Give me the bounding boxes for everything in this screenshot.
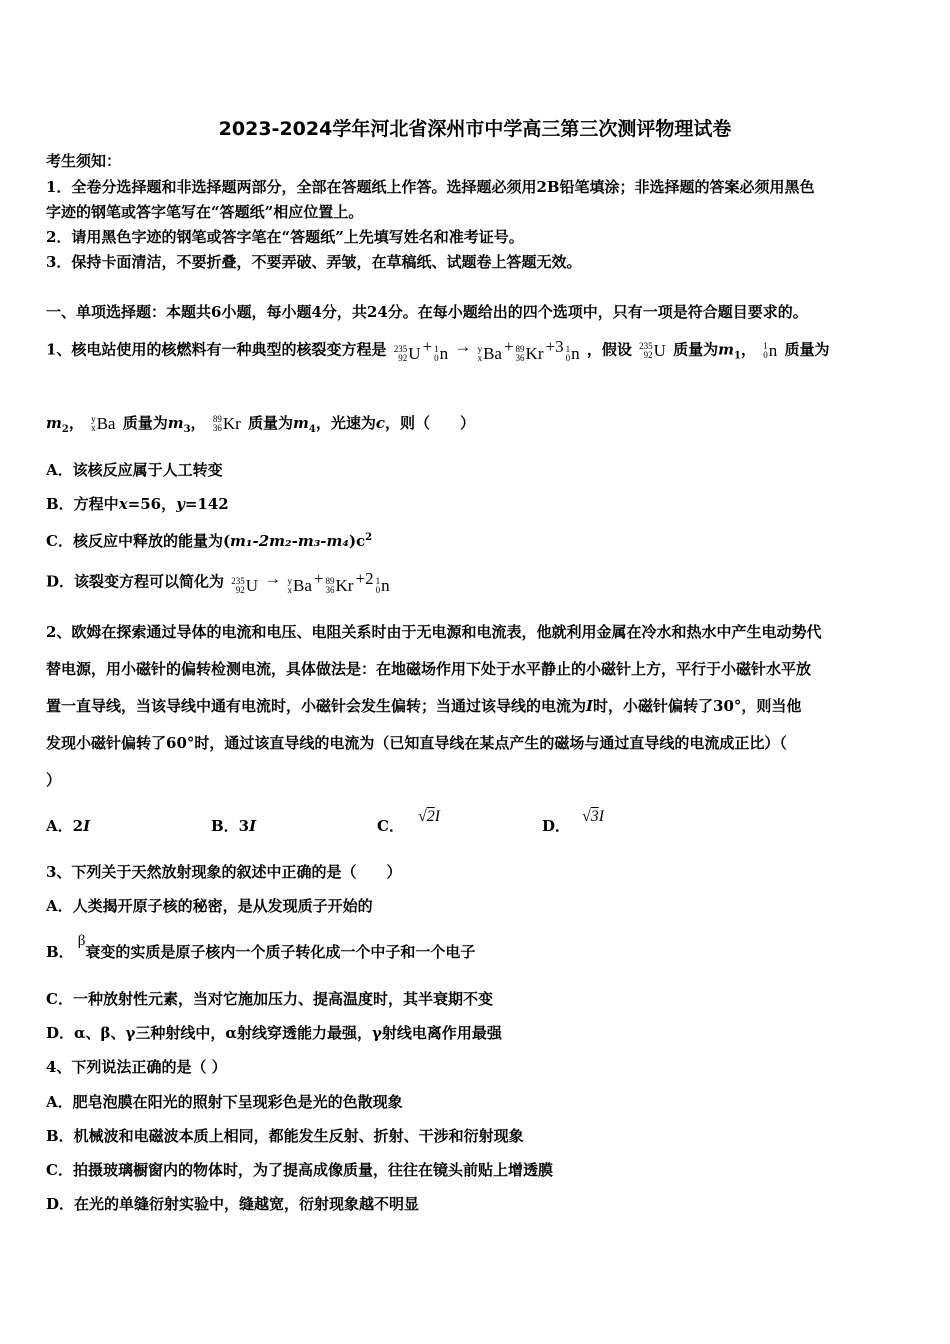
notice-item-1a: 1．全卷分选择题和非选择题两部分，全部在答题纸上作答。选择题必须用2B铅笔填涂；非选择题的答案必须用黑色 xyxy=(46,178,815,196)
q2-stem-line1: 2、欧姆在探索通过导体的电流和电压、电阻关系时由于无电源和电流表，他就利用金属在冷水和热水中产生电动势代 xyxy=(46,623,822,641)
q2-option-d[interactable]: D．√3I xyxy=(542,808,605,835)
q2-stem-line4: 发现小磁针偏转了60°时，通过该直导线的电流为（已知直导线在某点产生的磁场与通过直导线的电流成正比）（ xyxy=(46,734,787,752)
q3-option-c[interactable]: C．一种放射性元素，当对它施加压力、提高温度时，其半衰期不变 xyxy=(46,990,493,1008)
nuclide-kr: 89 36 Kr xyxy=(212,414,241,433)
nuclide-neutron: 1 0 n xyxy=(434,344,449,363)
q1-stem-line2: $m_2$， y x Ba 质量为$m_3$， 89 36 Kr 质量为$m_4$，光速为c，则（ ） xyxy=(46,406,475,447)
q1-option-c[interactable]: C．核反应中释放的能量为$(m_1-2m_2-m_3-m_4)c^2$ xyxy=(46,532,373,550)
q1-option-a[interactable]: A．该核反应属于人工转变 xyxy=(46,461,223,479)
q2-option-a[interactable]: A．2I xyxy=(46,817,91,835)
nuclide-neutron: 1 0 n xyxy=(565,344,580,363)
q4-option-d[interactable]: D．在光的单缝衍射实验中，缝越宽，衍射现象越不明显 xyxy=(46,1195,420,1213)
nuclide-ba: y x Ba xyxy=(477,344,502,363)
q1-option-d[interactable]: D．该裂变方程可以简化为 235 92 U → y x Ba + 89 36 Kr +2 1 0 n xyxy=(46,562,392,603)
q4-option-c[interactable]: C．拍摄玻璃橱窗内的物体时，为了提高成像质量，往往在镜头前贴上增透膜 xyxy=(46,1161,553,1179)
page-title: 2023-2024学年河北省深州市中学高三第三次测评物理试卷 xyxy=(218,118,732,140)
q4-option-b[interactable]: B．机械波和电磁波本质上相同，都能发生反射、折射、干涉和衍射现象 xyxy=(46,1127,524,1145)
q3-option-b[interactable]: B．β衰变的实质是原子核内一个质子转化成一个中子和一个电子 xyxy=(46,933,476,961)
nuclide-neutron: 1 0 n xyxy=(763,340,778,360)
notice-item-1b: 字迹的钢笔或答字笔写在“答题纸”相应位置上。 xyxy=(46,203,364,221)
notice-heading: 考生须知： xyxy=(46,152,122,170)
q3-option-a[interactable]: A．人类揭开原子核的秘密，是从发现质子开始的 xyxy=(46,897,373,915)
nuclide-ba: y x Ba xyxy=(91,414,116,433)
q1-option-b[interactable]: B．方程中x=56，y=142 xyxy=(46,495,229,513)
q1-stem-line1: 1、核电站使用的核燃料有一种典型的核裂变方程是 235 92 U + 1 0 n → y x Ba + 89 36 Kr +3 1 0 n ，假设 235 92 U 质量为$m_1$， 1 0 n 质量为 xyxy=(46,330,829,374)
q2-stem-line5: ） xyxy=(46,771,62,789)
q2-option-b[interactable]: B．3I xyxy=(211,817,257,835)
nuclide-u235: 235 92 U xyxy=(393,344,421,363)
nuclide-u235: 235 92 U xyxy=(639,340,666,360)
q3-stem: 3、下列关于天然放射现象的叙述中正确的是（ ） xyxy=(46,863,402,881)
q4-option-a[interactable]: A．肥皂泡膜在阳光的照射下呈现彩色是光的色散现象 xyxy=(46,1093,403,1111)
section-heading: 一、单项选择题：本题共6小题，每小题4分，共24分。在每小题给出的四个选项中，只有一项是符合题目要求的。 xyxy=(46,303,808,321)
q2-option-c[interactable]: C．√2I xyxy=(377,808,441,835)
fission-equation: 235 92 U + 1 0 n → y x Ba + 89 36 Kr +3 1 0 n xyxy=(392,330,582,371)
notice-item-2: 2．请用黑色字迹的钢笔或答字笔在“答题纸”上先填写姓名和准考证号。 xyxy=(46,228,524,246)
nuclide-kr: 89 36 Kr xyxy=(515,344,544,363)
q3-option-d[interactable]: D．α、β、γ三种射线中，α射线穿透能力最强，γ射线电离作用最强 xyxy=(46,1024,502,1042)
beta-symbol: β xyxy=(77,933,86,949)
q4-stem: 4、下列说法正确的是（ ） xyxy=(46,1058,227,1076)
q2-stem-line3: 置一直导线，当该导线中通有电流时，小磁针会发生偏转；当通过该导线的电流为I时，小磁针偏转了30°，则当他 xyxy=(46,697,802,715)
q2-stem-line2: 替电源，用小磁针的偏转检测电流，具体做法是：在地磁场作用下处于水平静止的小磁针上方，平行于小磁针水平放 xyxy=(46,660,812,678)
simplified-equation: 235 92 U → y x Ba + 89 36 Kr +2 1 0 n xyxy=(231,569,390,595)
notice-item-3: 3．保持卡面清洁，不要折叠，不要弄破、弄皱，在草稿纸、试题卷上答题无效。 xyxy=(46,253,582,271)
